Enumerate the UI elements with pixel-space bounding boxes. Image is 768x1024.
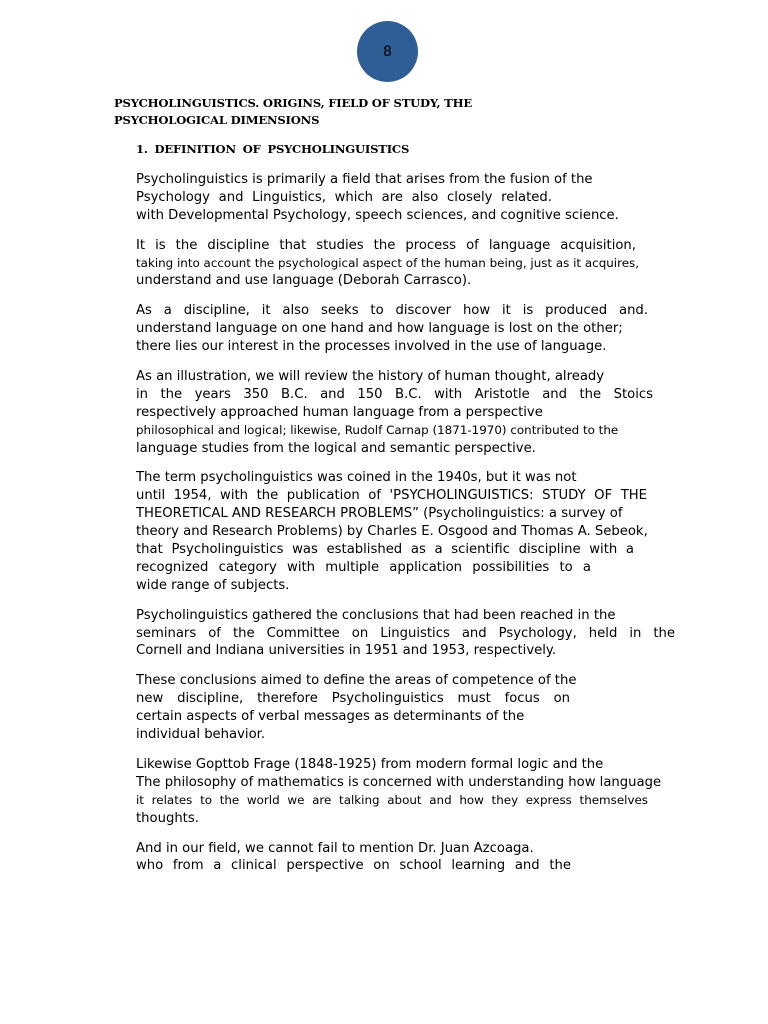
- text-line: Psycholinguistics gathered the conclusions that had been reached in the: [136, 607, 616, 623]
- paragraph: [136, 672, 676, 744]
- text-line: theory and Research Problems) by Charles E. Osgood and Thomas A. Sebeok,: [136, 524, 648, 540]
- text-line: The philosophy of mathematics is concerned with understanding how language: [136, 774, 662, 790]
- text-line: As an illustration, we will review the history of human thought, already: [136, 369, 605, 385]
- paragraph: [136, 840, 676, 876]
- text-line: respectively approached human language from a perspective: [136, 404, 543, 420]
- page-number-badge: [357, 21, 418, 82]
- page-number: 8: [383, 43, 392, 60]
- text-line: Psycholinguistics is primarily a field that arises from the fusion of the: [136, 172, 593, 187]
- paragraph: [136, 237, 676, 291]
- section-heading: 1. DEFINITION OF PSYCHOLINGUISTICS: [136, 142, 410, 156]
- text-line: It is the discipline that studies the process of language acquisition,: [136, 237, 636, 253]
- text-line: Psychology and Linguistics, which are also closely related.: [136, 189, 552, 205]
- text-line: Likewise Gopttob Frage (1848-1925) from modern formal logic and the: [136, 756, 604, 772]
- text-line: As a discipline, it also seeks to discover how it is produced and.: [136, 303, 648, 319]
- title-line: PSYCHOLINGUISTICS. ORIGINS, FIELD OF STUDY, THE: [114, 96, 472, 110]
- text-line: THEORETICAL AND RESEARCH PROBLEMS” (Psycholinguistics: a survey of: [136, 506, 623, 522]
- text-line: that Psycholinguistics was established as a scientific discipline with a: [136, 542, 634, 558]
- title-line: PSYCHOLOGICAL DIMENSIONS: [114, 113, 320, 127]
- paragraph: [136, 756, 676, 828]
- text-line: philosophical and logical; likewise, Rudolf Carnap (1871-1970) contributed to the: [136, 422, 619, 437]
- paragraph: [136, 469, 676, 594]
- text-line: These conclusions aimed to define the areas of competence of the: [136, 673, 577, 689]
- text-line: And in our field, we cannot fail to mention Dr. Juan Azcoaga.: [136, 840, 534, 856]
- text-line: understand and use language (Deborah Carrasco).: [136, 273, 472, 289]
- text-line: in the years 350 B.C. and 150 B.C. with Aristotle and the Stoics: [136, 386, 653, 402]
- paragraph: [136, 302, 676, 356]
- document-body: [136, 171, 676, 887]
- text-line: The term psycholinguistics was coined in the 1940s, but it was not: [136, 470, 577, 486]
- text-line: wide range of subjects.: [136, 577, 290, 593]
- text-line: thoughts.: [136, 810, 199, 826]
- text-line: individual behavior.: [136, 727, 266, 743]
- text-line: it relates to the world we are talking about and how they express themselves: [136, 792, 648, 807]
- document-title: [114, 95, 534, 129]
- paragraph: [136, 368, 676, 457]
- text-line: new discipline, therefore Psycholinguistics must focus on: [136, 691, 570, 707]
- text-line: there lies our interest in the processes involved in the use of language.: [136, 339, 607, 355]
- text-line: language studies from the logical and semantic perspective.: [136, 440, 536, 456]
- text-line: until 1954, with the publication of 'PSYCHOLINGUISTICS: STUDY OF THE: [136, 488, 647, 504]
- paragraph: [136, 171, 676, 225]
- text-line: certain aspects of verbal messages as determinants of the: [136, 709, 525, 725]
- text-line: who from a clinical perspective on school learning and the: [136, 858, 571, 874]
- text-line: with Developmental Psychology, speech sciences, and cognitive science.: [136, 207, 619, 223]
- text-line: seminars of the Committee on Linguistics and Psychology, held in the: [136, 625, 675, 641]
- text-line: understand language on one hand and how language is lost on the other;: [136, 321, 623, 337]
- text-line: Cornell and Indiana universities in 1951 and 1953, respectively.: [136, 643, 557, 659]
- text-line: taking into account the psychological aspect of the human being, just as it acquires,: [136, 255, 640, 270]
- text-line: recognized category with multiple application possibilities to a: [136, 559, 591, 575]
- paragraph: [136, 607, 676, 661]
